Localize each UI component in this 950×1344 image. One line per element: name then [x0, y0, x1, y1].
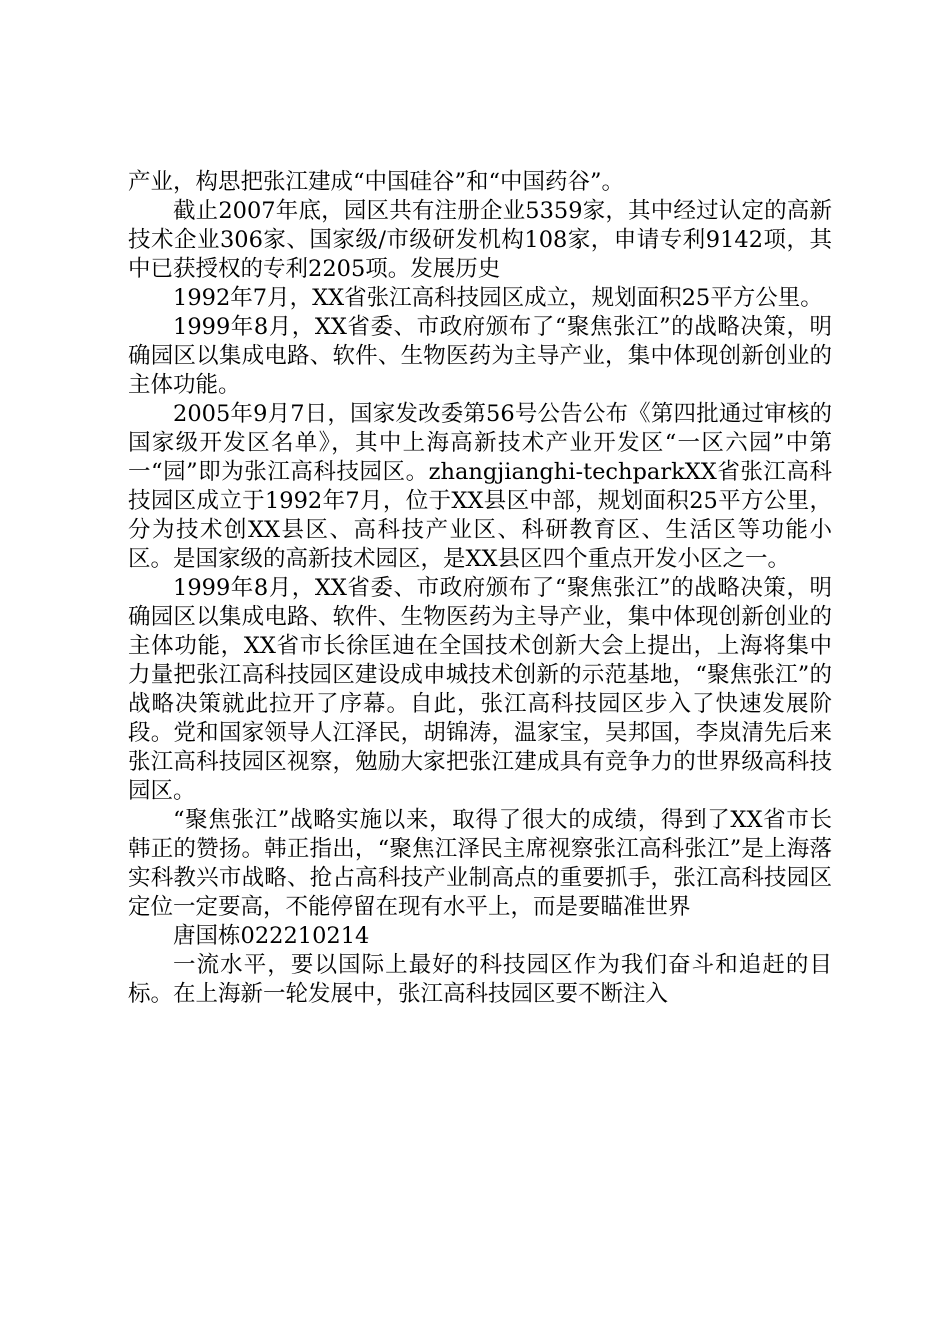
paragraph-focus-zhangjiang: 1999年8月，XX省委、市政府颁布了“聚焦张江”的战略决策，明确园区以集成电路、软件、生物医药为主导产业，集中体现创新创业的主体功能，XX省市长徐匡迪在全国技术创新大会上提出，上海将集中力量把张江高科技园区建设成申城技术创新的示范基地，“聚焦张江”的战略决策就此拉开了序幕。自此，张江高科技园区步入了快速发展阶段。党和国家领导人江泽民，胡锦涛，温家宝，吴邦国，李岚清先后来张江高科技园区视察，勉励大家把张江建成具有竞争力的世界级高科技园区。: [128, 575, 832, 804]
author-line: 唐国栋022210214: [173, 923, 370, 949]
paragraph-history-1999: 1999年8月，XX省委、市政府颁布了“聚焦张江”的战略决策，明确园区以集成电路、软件、生物医药为主导产业，集中体现创新创业的主体功能。: [128, 314, 832, 398]
paragraph-statistics-2007: 截止2007年底，园区共有注册企业5359家，其中经过认定的高新技术企业306家、国家级/市级研发机构108家，申请专利9142项，其中已获授权的专利2205项。发展历史: [128, 198, 832, 282]
paragraph-strategy-results: “聚焦张江”战略实施以来，取得了很大的成绩，得到了XX省市长韩正的赞扬。韩正指出，“聚焦江泽民主席视察张江高科张江”是上海落实科教兴市战略、抢占高科技产业制高点的重要抓手，张江高科技园区定位一定要高，不能停留在现有水平上，而是要瞄准世界: [128, 807, 832, 920]
paragraph-history-2005: 2005年9月7日，国家发改委第56号公告公布《第四批通过审核的国家级开发区名单》，其中上海高新技术产业开发区“一区六园”中第一“园”即为张江高科技园区。zhangjianghi-techparkXX省张江高科技园区成立于1992年7月，位于XX县区中部，规划面积25平方公里，分为技术创XX县区、高科技产业区、科研教育区、生活区等功能小区。是国家级的高新技术园区，是XX县区四个重点开发小区之一。: [128, 401, 832, 572]
paragraph-history-1992: 1992年7月，XX省张江高科技园区成立，规划面积25平方公里。: [173, 285, 823, 311]
paragraph-intro-fragment: 产业，构思把张江建成“中国硅谷”和“中国药谷”。: [128, 169, 625, 195]
paragraph-world-class-goal: 一流水平，要以国际上最好的科技园区作为我们奋斗和追赶的目标。在上海新一轮发展中，张江高科技园区要不断注入: [128, 952, 832, 1007]
document-body: [128, 168, 832, 1009]
